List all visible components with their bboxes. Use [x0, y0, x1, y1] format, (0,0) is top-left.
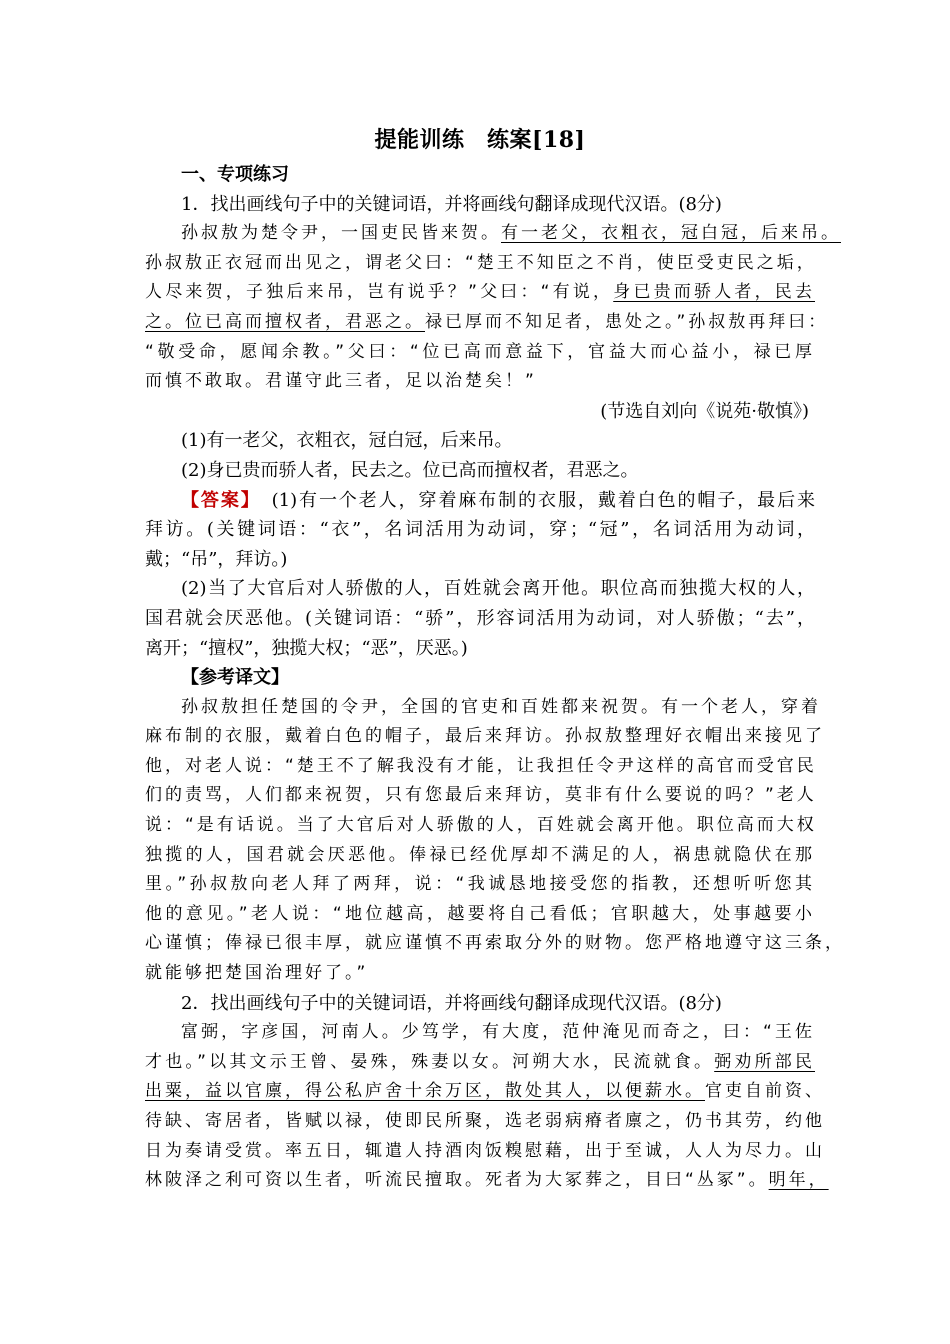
section-heading: 一、专项练习: [181, 164, 289, 185]
source-citation: (节选自刘向《说苑·敬慎》): [600, 400, 809, 422]
underlined-sentence: 弼劝所部民: [714, 1051, 815, 1072]
answer-text: (1)有一个老人，穿着麻布制的衣服，戴着白色的帽子，最后来: [271, 489, 816, 511]
question-2-prompt: 2．找出画线句子中的关键词语，并将画线句翻译成现代汉语。(8分): [181, 992, 722, 1014]
passage-line: “敬受命，愿闻余教。”父曰：“位已高而意益下，官益大而心益小，禄已厚: [145, 341, 815, 362]
answer-line: (2)当了大官后对人骄傲的人，百姓就会离开他。职位高而独揽大权的人，: [181, 578, 815, 600]
subquestion-1: (1)有一老父，衣粗衣，冠白冠，后来吊。: [181, 430, 513, 452]
translation-line: 麻布制的衣服，戴着白色的帽子，最后来拜访。孙叔敖整理好衣帽出来接见了: [145, 726, 825, 747]
page-title: 提能训练 练案[18]: [374, 127, 586, 153]
answer-tag: 【答案】: [181, 489, 252, 511]
answer-line: [145, 486, 815, 516]
underlined-sentence: 有一老父，衣粗衣，冠白冠，后来吊。: [501, 223, 841, 244]
answer-line: 离开；“擅权”，独揽大权；“恶”，厌恶。): [145, 637, 468, 659]
question-1-prompt: 1．找出画线句子中的关键词语，并将画线句翻译成现代汉语。(8分): [181, 193, 722, 215]
passage-line: [145, 278, 815, 308]
underlined-sentence: 明年，: [768, 1170, 829, 1191]
passage-text: 才也。”以其文示王曾、晏殊，殊妻以女。河朔大水，民流就食。: [145, 1051, 715, 1072]
translation-line: 里。”孙叔敖向老人拜了两拜，说：“我诚恳地接受您的指教，还想听听您其: [145, 874, 815, 895]
passage-line: 待缺、寄居者，皆赋以禄，使即民所聚，选老弱病瘠者廪之，仍书其劳，约他: [145, 1111, 825, 1131]
passage-line: [145, 1048, 815, 1078]
translation-line: 孙叔敖担任楚国的令尹，全国的官吏和百姓都来祝贺。有一个老人，穿着: [181, 696, 821, 717]
answer-line: 国君就会厌恶他。(关键词语：“骄”，形容词活用为动词，对人骄傲；“去”，: [145, 607, 815, 629]
translation-line: 心谨慎；俸禄已很丰厚，就应谨慎不再索取分外的财物。您严格地遵守这三条，: [145, 933, 845, 954]
underlined-sentence: 身已贵而骄人者，民去: [613, 282, 815, 303]
passage-text: 人尽来贺，子独后来吊，岂有说乎？”父曰：“有说，: [145, 282, 614, 303]
reference-translation-tag: 【参考译文】: [181, 667, 289, 689]
passage-line: 孙叔敖正衣冠而出见之，谓老父曰：“楚王不知臣之不肖，使臣受吏民之垢，: [145, 252, 817, 273]
passage-line: [145, 1166, 829, 1196]
translation-line: 就能够把楚国治理好了。”: [145, 963, 369, 984]
translation-line: 独揽的人，国君就会厌恶他。俸禄已经优厚却不满足的人，祸患就隐伏在那: [145, 844, 815, 865]
answer-line: 拜访。(关键词语：“衣”，名词活用为动词，穿；“冠”，名词活用为动词，: [145, 519, 815, 541]
passage-text: 孙叔敖为楚令尹，一国吏民皆来贺。: [181, 223, 501, 244]
passage-text: 林陂泽之利可资以生者，听流民擅取。死者为大冢葬之，目曰“丛冢”。: [145, 1170, 769, 1191]
translation-line: 说：“是有话说。当了大官后对人骄傲的人，百姓就会离开他。职位高而大权: [145, 815, 817, 836]
translation-line: 他，对老人说：“楚王不了解我没有才能，让我担任令尹这样的高官而受官民: [145, 755, 817, 776]
passage-line: [145, 219, 841, 249]
passage-text: 官吏自前资、: [705, 1081, 825, 1102]
subquestion-2: (2)身已贵而骄人者，民去之。位已高而擅权者，君恶之。: [181, 459, 639, 481]
passage-line: [145, 1077, 825, 1107]
translation-line: 他的意见。”老人说：“地位越高，越要将自己看低；官职越大，处事越要小: [145, 903, 815, 924]
passage-line: 日为奏请受赏。率五日，辄遣人持酒肉饭糗慰藉，出于至诚，人人为尽力。山: [145, 1140, 825, 1161]
passage-text: 禄已厚而不知足者，患处之。”孙叔敖再拜曰：: [425, 311, 829, 332]
translation-line: 们的责骂，人们都来祝贺，只有您最后来拜访，莫非有什么要说的吗？”老人: [145, 785, 817, 806]
passage-line: 富弼，字彦国，河南人。少笃学，有大度，范仲淹见而奇之，曰：“王佐: [181, 1022, 815, 1043]
passage-line: [145, 308, 829, 338]
answer-line: 戴；“吊”，拜访。): [145, 548, 288, 570]
underlined-sentence: 出粟，益以官廪，得公私庐舍十余万区，散处其人，以便薪水。: [145, 1081, 705, 1102]
document-page: [145, 120, 845, 1196]
passage-line: 而慎不敢取。君谨守此三者，足以治楚矣！”: [145, 371, 537, 392]
underlined-sentence: 之。位已高而擅权者，君恶之。: [145, 311, 425, 332]
